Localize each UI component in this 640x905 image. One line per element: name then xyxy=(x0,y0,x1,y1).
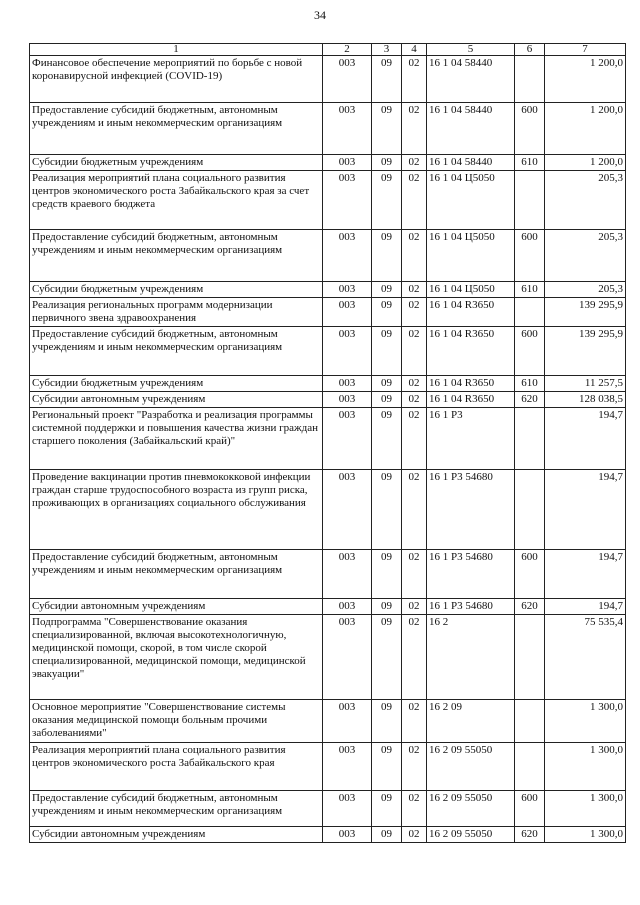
column-number-row xyxy=(30,44,626,56)
row-target-code: 16 2 09 55050 xyxy=(427,827,515,843)
table-row xyxy=(30,298,626,327)
row-section: 09 xyxy=(372,155,402,171)
row-section: 09 xyxy=(372,550,402,599)
row-name: Предоставление субсидий бюджетным, автономным учреждениям и иным некоммерческим организациям xyxy=(30,791,323,827)
row-code-2: 003 xyxy=(323,282,372,298)
column-number: 4 xyxy=(402,44,427,56)
table-row xyxy=(30,155,626,171)
row-subsection: 02 xyxy=(402,376,427,392)
row-target-code: 16 2 xyxy=(427,615,515,700)
row-code-2: 003 xyxy=(323,615,372,700)
table-row xyxy=(30,408,626,470)
row-name: Реализация мероприятий плана социального развития центров экономического роста Забайкальского края за счет средств краевого бюджета xyxy=(30,171,323,230)
row-expense-type: 600 xyxy=(515,230,545,282)
row-code-2: 003 xyxy=(323,376,372,392)
row-section: 09 xyxy=(372,230,402,282)
row-expense-type xyxy=(515,171,545,230)
column-number: 7 xyxy=(545,44,626,56)
row-section: 09 xyxy=(372,392,402,408)
row-expense-type xyxy=(515,743,545,791)
table-row xyxy=(30,470,626,550)
row-subsection: 02 xyxy=(402,171,427,230)
row-name: Предоставление субсидий бюджетным, автономным учреждениям и иным некоммерческим организациям xyxy=(30,103,323,155)
column-number: 1 xyxy=(30,44,323,56)
column-number: 2 xyxy=(323,44,372,56)
row-expense-type xyxy=(515,56,545,103)
row-name: Предоставление субсидий бюджетным, автономным учреждениям и иным некоммерческим организациям xyxy=(30,327,323,376)
table-row xyxy=(30,599,626,615)
row-target-code: 16 1 Р3 54680 xyxy=(427,470,515,550)
table-row xyxy=(30,743,626,791)
row-name: Реализация мероприятий плана социального развития центров экономического роста Забайкальского края xyxy=(30,743,323,791)
row-code-2: 003 xyxy=(323,392,372,408)
row-code-2: 003 xyxy=(323,470,372,550)
row-code-2: 003 xyxy=(323,230,372,282)
row-code-2: 003 xyxy=(323,599,372,615)
row-code-2: 003 xyxy=(323,408,372,470)
table-row xyxy=(30,827,626,843)
row-subsection: 02 xyxy=(402,327,427,376)
column-number: 3 xyxy=(372,44,402,56)
row-target-code: 16 1 04 58440 xyxy=(427,155,515,171)
row-section: 09 xyxy=(372,408,402,470)
budget-table xyxy=(29,43,626,843)
row-subsection: 02 xyxy=(402,392,427,408)
row-section: 09 xyxy=(372,103,402,155)
row-target-code: 16 1 04 58440 xyxy=(427,56,515,103)
row-subsection: 02 xyxy=(402,615,427,700)
table-row xyxy=(30,376,626,392)
row-name: Предоставление субсидий бюджетным, автономным учреждениям и иным некоммерческим организациям xyxy=(30,230,323,282)
table-row xyxy=(30,56,626,103)
row-name: Подпрограмма "Совершенствование оказания специализированной, включая высокотехнологичную, медицинской помощи, скорой, в том числе скорой специализированной, медицинской помощи, медицинской эвакуации" xyxy=(30,615,323,700)
row-amount: 194,7 xyxy=(545,599,626,615)
row-amount: 11 257,5 xyxy=(545,376,626,392)
row-code-2: 003 xyxy=(323,827,372,843)
row-amount: 1 300,0 xyxy=(545,743,626,791)
row-section: 09 xyxy=(372,615,402,700)
row-subsection: 02 xyxy=(402,791,427,827)
row-expense-type: 600 xyxy=(515,327,545,376)
row-amount: 205,3 xyxy=(545,171,626,230)
row-amount: 194,7 xyxy=(545,408,626,470)
row-subsection: 02 xyxy=(402,743,427,791)
row-expense-type xyxy=(515,615,545,700)
row-name: Проведение вакцинации против пневмококковой инфекции граждан старше трудоспособного возраста из групп риска, проживающих в организациях социального обслуживания xyxy=(30,470,323,550)
row-subsection: 02 xyxy=(402,550,427,599)
row-target-code: 16 1 04 R3650 xyxy=(427,392,515,408)
row-expense-type xyxy=(515,408,545,470)
row-name: Субсидии автономным учреждениям xyxy=(30,599,323,615)
row-expense-type xyxy=(515,470,545,550)
row-amount: 128 038,5 xyxy=(545,392,626,408)
row-subsection: 02 xyxy=(402,470,427,550)
row-target-code: 16 1 04 Ц5050 xyxy=(427,230,515,282)
row-code-2: 003 xyxy=(323,743,372,791)
row-subsection: 02 xyxy=(402,103,427,155)
row-section: 09 xyxy=(372,827,402,843)
row-code-2: 003 xyxy=(323,155,372,171)
row-code-2: 003 xyxy=(323,791,372,827)
row-section: 09 xyxy=(372,743,402,791)
row-expense-type: 620 xyxy=(515,827,545,843)
row-target-code: 16 1 Р3 xyxy=(427,408,515,470)
row-amount: 1 200,0 xyxy=(545,155,626,171)
row-name: Финансовое обеспечение мероприятий по борьбе с новой коронавирусной инфекцией (COVID-19) xyxy=(30,56,323,103)
table-row xyxy=(30,615,626,700)
column-number: 5 xyxy=(427,44,515,56)
row-code-2: 003 xyxy=(323,298,372,327)
row-expense-type xyxy=(515,700,545,743)
table-row xyxy=(30,392,626,408)
row-name: Субсидии бюджетным учреждениям xyxy=(30,155,323,171)
row-expense-type: 610 xyxy=(515,155,545,171)
row-amount: 139 295,9 xyxy=(545,327,626,376)
row-amount: 75 535,4 xyxy=(545,615,626,700)
row-target-code: 16 1 04 58440 xyxy=(427,103,515,155)
row-amount: 1 300,0 xyxy=(545,791,626,827)
table-row xyxy=(30,327,626,376)
page-number: 34 xyxy=(314,8,326,22)
row-name: Региональный проект "Разработка и реализация программы системной поддержки и повышения качества жизни граждан старшего поколения (Забайкальский край)" xyxy=(30,408,323,470)
table-row xyxy=(30,103,626,155)
row-name: Реализация региональных программ модернизации первичного звена здравоохранения xyxy=(30,298,323,327)
row-code-2: 003 xyxy=(323,700,372,743)
row-code-2: 003 xyxy=(323,103,372,155)
row-name: Основное мероприятие "Совершенствование системы оказания медицинской помощи больным прочими заболеваниями" xyxy=(30,700,323,743)
row-amount: 205,3 xyxy=(545,230,626,282)
row-amount: 1 200,0 xyxy=(545,56,626,103)
row-code-2: 003 xyxy=(323,56,372,103)
column-number: 6 xyxy=(515,44,545,56)
row-subsection: 02 xyxy=(402,298,427,327)
row-expense-type: 600 xyxy=(515,791,545,827)
row-section: 09 xyxy=(372,298,402,327)
row-target-code: 16 2 09 55050 xyxy=(427,791,515,827)
table-row xyxy=(30,230,626,282)
row-amount: 1 200,0 xyxy=(545,103,626,155)
row-subsection: 02 xyxy=(402,155,427,171)
row-subsection: 02 xyxy=(402,700,427,743)
row-code-2: 003 xyxy=(323,550,372,599)
row-target-code: 16 1 04 Ц5050 xyxy=(427,171,515,230)
row-target-code: 16 1 Р3 54680 xyxy=(427,550,515,599)
row-section: 09 xyxy=(372,282,402,298)
row-name: Субсидии бюджетным учреждениям xyxy=(30,282,323,298)
row-section: 09 xyxy=(372,376,402,392)
row-target-code: 16 1 04 R3650 xyxy=(427,327,515,376)
row-section: 09 xyxy=(372,599,402,615)
row-name: Субсидии автономным учреждениям xyxy=(30,392,323,408)
row-expense-type: 600 xyxy=(515,103,545,155)
row-target-code: 16 2 09 xyxy=(427,700,515,743)
table-row xyxy=(30,550,626,599)
row-expense-type: 620 xyxy=(515,599,545,615)
row-subsection: 02 xyxy=(402,827,427,843)
row-expense-type xyxy=(515,298,545,327)
row-subsection: 02 xyxy=(402,408,427,470)
row-code-2: 003 xyxy=(323,171,372,230)
row-amount: 1 300,0 xyxy=(545,827,626,843)
table-row xyxy=(30,791,626,827)
row-name: Субсидии бюджетным учреждениям xyxy=(30,376,323,392)
row-expense-type: 610 xyxy=(515,282,545,298)
row-target-code: 16 1 04 R3650 xyxy=(427,298,515,327)
table-row xyxy=(30,700,626,743)
row-subsection: 02 xyxy=(402,56,427,103)
row-subsection: 02 xyxy=(402,230,427,282)
row-amount: 205,3 xyxy=(545,282,626,298)
row-section: 09 xyxy=(372,56,402,103)
row-amount: 139 295,9 xyxy=(545,298,626,327)
row-subsection: 02 xyxy=(402,282,427,298)
row-amount: 194,7 xyxy=(545,550,626,599)
row-section: 09 xyxy=(372,700,402,743)
row-expense-type: 620 xyxy=(515,392,545,408)
row-name: Предоставление субсидий бюджетным, автономным учреждениям и иным некоммерческим организациям xyxy=(30,550,323,599)
row-section: 09 xyxy=(372,470,402,550)
row-subsection: 02 xyxy=(402,599,427,615)
row-expense-type: 610 xyxy=(515,376,545,392)
row-target-code: 16 1 04 Ц5050 xyxy=(427,282,515,298)
row-section: 09 xyxy=(372,327,402,376)
row-target-code: 16 2 09 55050 xyxy=(427,743,515,791)
row-code-2: 003 xyxy=(323,327,372,376)
table-row xyxy=(30,282,626,298)
row-amount: 1 300,0 xyxy=(545,700,626,743)
row-amount: 194,7 xyxy=(545,470,626,550)
row-name: Субсидии автономным учреждениям xyxy=(30,827,323,843)
row-section: 09 xyxy=(372,171,402,230)
row-target-code: 16 1 Р3 54680 xyxy=(427,599,515,615)
row-target-code: 16 1 04 R3650 xyxy=(427,376,515,392)
row-section: 09 xyxy=(372,791,402,827)
row-expense-type: 600 xyxy=(515,550,545,599)
table-row xyxy=(30,171,626,230)
